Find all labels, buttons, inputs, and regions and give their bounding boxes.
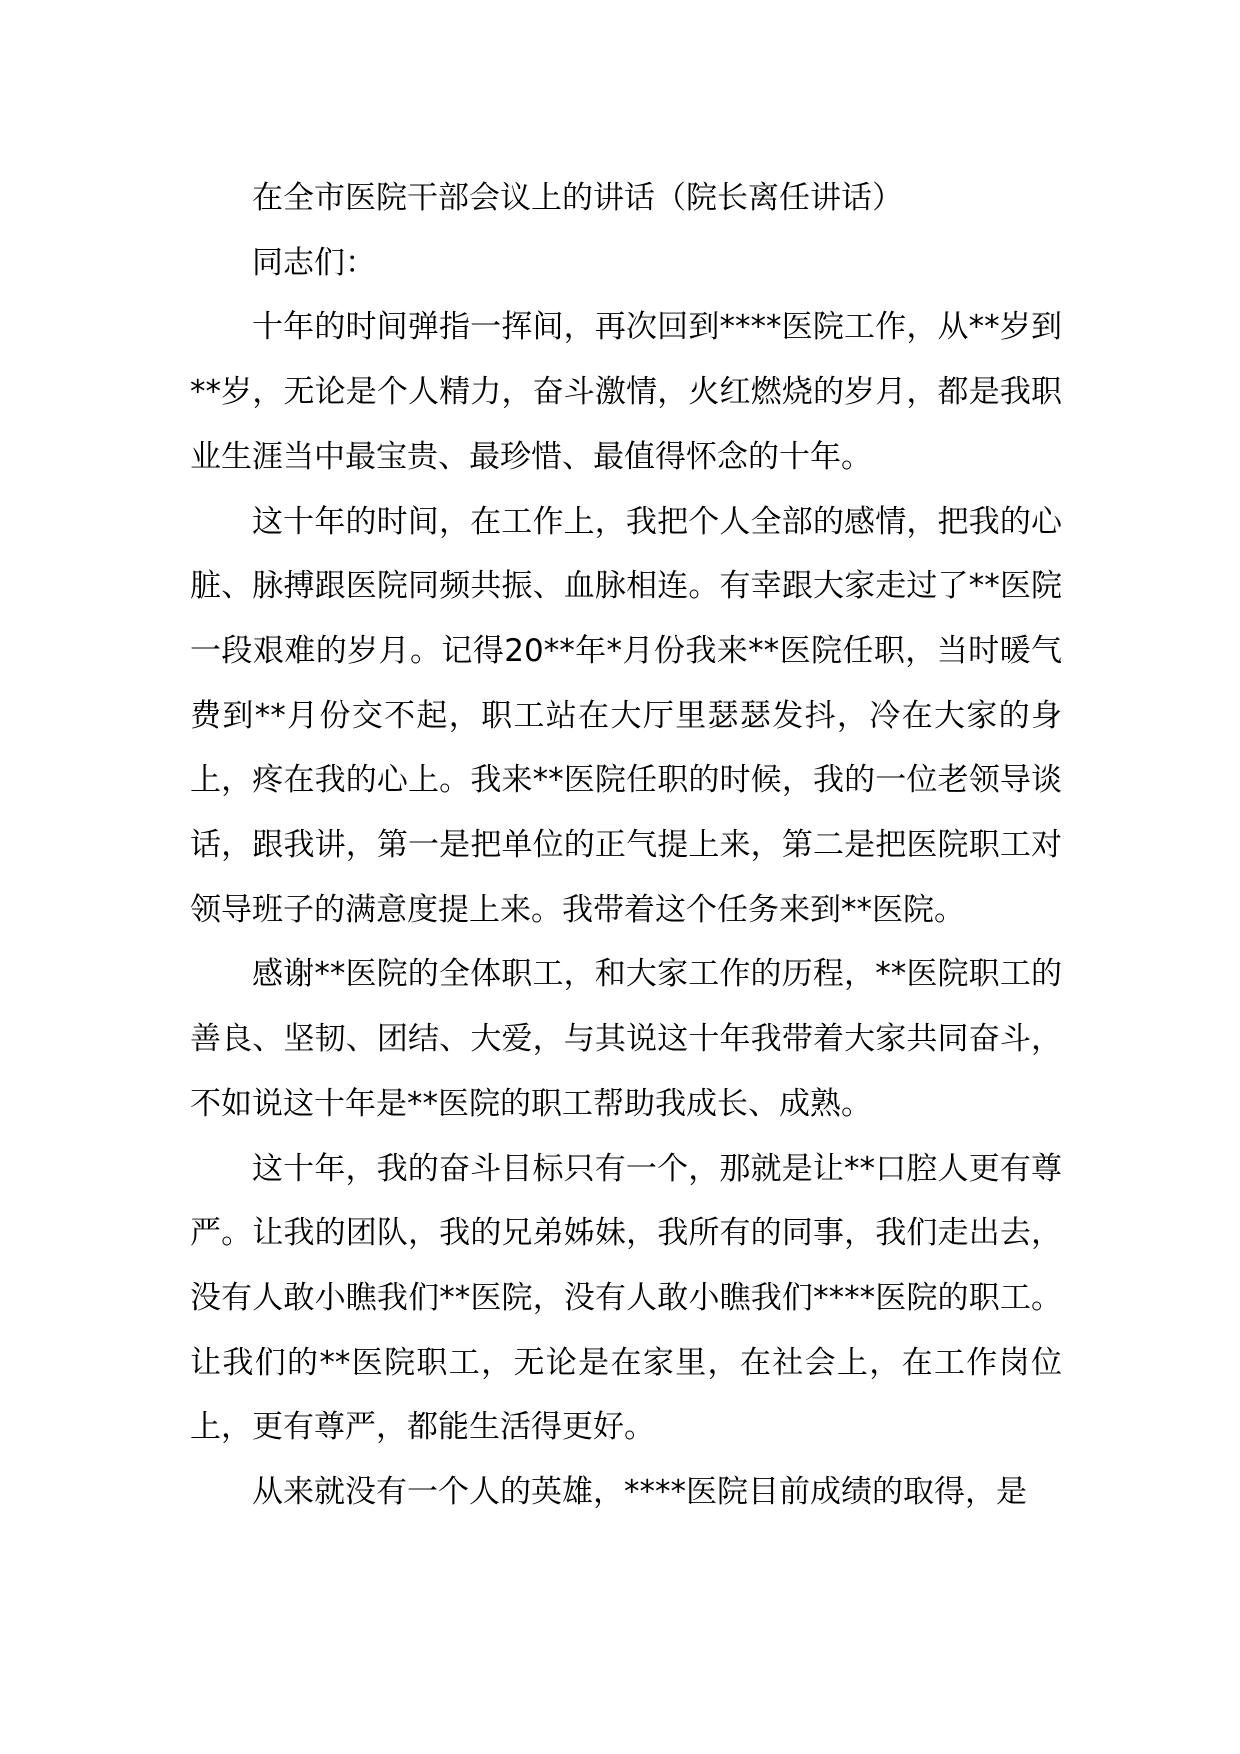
document-title: 在全市医院干部会议上的讲话（院长离任讲话）: [252, 180, 903, 216]
paragraph-5: 从来就没有一个人的英雄，****医院目前成绩的取得，是: [252, 1474, 1027, 1511]
document-body: [190, 166, 1062, 1525]
paragraph-2: 这十年的时间，在工作上，我把个人全部的感情，把我的心脏、脉搏跟医院同频共振、血脉相连。有幸跟大家走过了**医院一段艰难的岁月。记得20**年*月份我来**医院任职，当时暖气费到**月份交不起，职工站在大厅里瑟瑟发抖，冷在大家的身上，疼在我的心上。我来**医院任职的时候，我的一位老领导谈话，跟我讲，第一是把单位的正气提上来，第二是把医院职工对领导班子的满意度提上来。我带着这个任务来到**医院。: [190, 503, 1062, 928]
salutation: 同志们：: [252, 244, 376, 281]
paragraph-1: 十年的时间弹指一挥间，再次回到****医院工作，从**岁到**岁，无论是个人精力，奋斗激情，火红燃烧的岁月，都是我职业生涯当中最宝贵、最珍惜、最值得怀念的十年。: [190, 309, 1062, 475]
paragraph-4: 这十年，我的奋斗目标只有一个，那就是让**口腔人更有尊严。让我的团队，我的兄弟姊妹，我所有的同事，我们走出去，没有人敢小瞧我们**医院，没有人敢小瞧我们****医院的职工。让我们的**医院职工，无论是在家里，在社会上，在工作岗位上，更有尊严，都能生活得更好。: [190, 1150, 1062, 1446]
paragraph-3: 感谢**医院的全体职工，和大家工作的历程，**医院职工的善良、坚韧、团结、大爱，与其说这十年我带着大家共同奋斗，不如说这十年是**医院的职工帮助我成长、成熟。: [190, 956, 1062, 1122]
